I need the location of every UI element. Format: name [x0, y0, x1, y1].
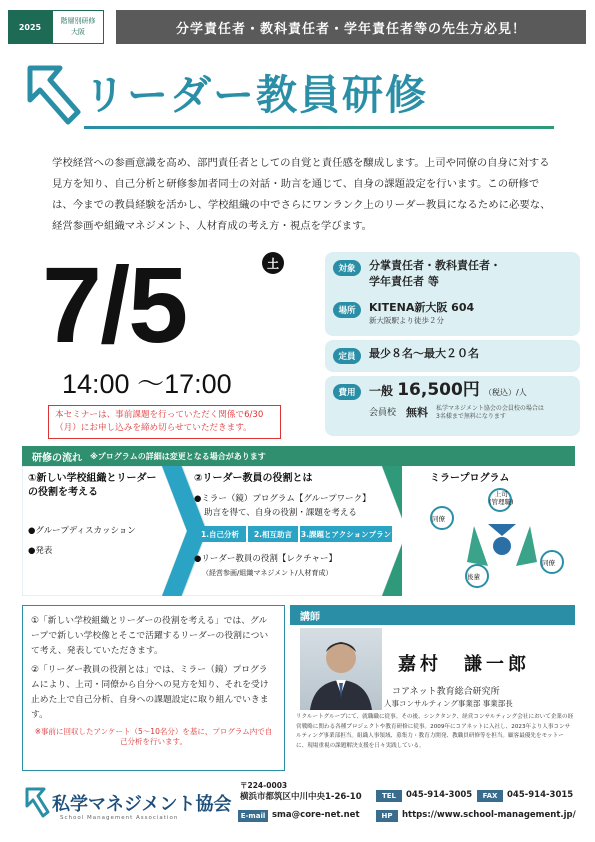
info-venue-value	[369, 300, 474, 326]
fee-member-memo: 私学マネジメント協会の会員校の場合は3名様まで無料になります	[436, 405, 544, 420]
event-date: 7/5	[42, 244, 187, 365]
venue-access: 新大阪駅より徒歩２分	[369, 316, 444, 325]
person-icon	[300, 628, 382, 710]
instructor-photo	[300, 628, 382, 710]
flow-header-title: 研修の流れ	[32, 452, 82, 464]
explain-step2: ②「リーダー教員の役割とは」では、ミラー（鏡）プログラムにより、上司・同僚から自分への見方を知り、それを受け止めた上で自己分析、自身への課題設定に取り組んでいきます。	[31, 665, 269, 720]
course-type-badge	[52, 10, 104, 44]
fee-tax-note: （税込）/人	[484, 388, 527, 397]
info-row-capacity	[325, 340, 580, 372]
chip-self-analysis: 1.自己分析	[194, 526, 246, 542]
title-block	[22, 60, 582, 140]
mirror-label-junior: 後輩	[467, 573, 480, 581]
fee-general-label: 一般	[369, 384, 394, 398]
center-person-icon	[493, 537, 511, 555]
weekday-badge: 土	[262, 252, 284, 274]
info-label-capacity: 定員	[333, 348, 361, 364]
intro-paragraph: 学校経営への参画意識を高め、部門責任者としての自覚と責任感を醸成します。上司や同僚の自身に対する見方を知り、自己分析と研修参加者同士の対話・助言を通じて、自身の課題設定を行います。この研修では、今までの教員経験を活かし、学校組織の中でさらにワンランク上のリーダー教員になるために必要な、経営参画や組織マネジメント、人材育成の考え方・視点を学びます。	[52, 157, 551, 232]
chip-action-plan: 3.課題とアクションプラン	[300, 526, 392, 542]
step2-item-mirror-sub: 助言を得て、自身の役割・課題を考える	[204, 508, 357, 518]
mirror-label-peer2: 同僚	[542, 559, 555, 567]
explain-note: ※事前に回収したアンケート（5～10名分）を基に、プログラム内で自己分析を行います。	[34, 727, 273, 746]
step2-item-lecture: ●リーダー教員の役割【レクチャー】	[194, 554, 337, 564]
info-row-fee	[325, 376, 580, 436]
mirror-label-peer: 同僚	[432, 515, 445, 523]
step2-item-mirror: ●ミラー（鏡）プログラム【グループワーク】	[194, 494, 371, 504]
email-label: E-mail	[238, 810, 268, 822]
venue-name: KITENA新大阪 604	[369, 301, 475, 314]
info-label-fee: 費用	[333, 384, 361, 400]
instructor-header	[290, 605, 575, 625]
info-row-venue	[325, 294, 580, 336]
explain-step1: ①「新しい学校組織とリーダーの役割を考える」では、グループで新しい学校像とそこで活躍するリーダーの役割について考え、発表していただきます。	[31, 616, 269, 656]
fee-general-line	[369, 382, 546, 401]
association-logo-icon	[24, 786, 50, 820]
chip-mutual-advice: 2.相互助言	[248, 526, 298, 542]
homepage-link[interactable]: https://www.school-management.jp/	[402, 810, 576, 820]
explain-box	[22, 605, 285, 771]
fee-member-free: 無料	[406, 406, 429, 419]
fax-number: 045-914-3015	[507, 790, 574, 800]
tel-label: TEL	[376, 790, 402, 802]
step3-title: ミラープログラム	[430, 473, 510, 484]
flow-area	[22, 466, 575, 596]
association-name: 私学マネジメント協会	[52, 794, 232, 815]
deadline-note: 本セミナーは、事前課題を行っていただく関係で6/30（月）にお申し込みを締め切らせていただきます。	[48, 405, 281, 439]
mirror-label-boss: 上司 (管理職)	[489, 490, 514, 506]
instructor-role: 人事コンサルティング事業部 事業部長	[384, 699, 513, 708]
association-name-en: School Management Association	[60, 815, 179, 821]
step1-item-discussion: ●グループディスカッション	[28, 526, 136, 536]
postal-code: 〒224-0003	[240, 781, 288, 790]
step1-item-presentation: ●発表	[28, 546, 53, 556]
flow-header	[22, 446, 575, 466]
instructor-name: 嘉村 謙一郎	[398, 654, 530, 675]
instructor-header-label: 講師	[300, 611, 320, 623]
fax-label: FAX	[477, 790, 503, 802]
fee-price: 16,500円	[397, 380, 480, 400]
info-label-target: 対象	[333, 260, 361, 276]
instructor-org: コアネット教育総合研究所	[392, 687, 500, 697]
address: 横浜市都筑区中川中央1-26-10	[240, 792, 362, 802]
year-badge: 2025	[8, 10, 52, 44]
step1-title: ①新しい学校組織とリーダーの役割を考える	[28, 473, 157, 498]
fee-member-label: 会員校	[369, 408, 397, 418]
event-time: 14:00 ～17:00	[62, 369, 232, 399]
info-fee-value	[369, 382, 546, 421]
fee-member-line	[369, 405, 546, 421]
course-type-line1: 階層別研修	[60, 17, 96, 25]
step2-title: ②リーダー教員の役割とは	[194, 473, 313, 484]
info-label-venue: 場所	[333, 302, 361, 318]
course-type-line2: 大阪	[71, 28, 85, 36]
flow-header-note: ※プログラムの詳細は変更となる場合があります	[90, 451, 266, 461]
info-target-value	[369, 258, 501, 290]
hp-label: HP	[376, 810, 398, 822]
arrow-logo-icon	[22, 60, 82, 134]
tel-number[interactable]: 045-914-3005	[406, 790, 473, 800]
title-underline	[84, 126, 554, 129]
info-capacity-value: 最少８名～最大２０名	[369, 347, 479, 360]
page-title: リーダー教員研修	[84, 71, 428, 119]
instructor-bio: リクルートグループにて、就職職に従事。その後、シンクタンク、経営コンサルティング会社において企業の経営戦略に関わる各種プロジェクトや教育研修に従事。2009年にコアネットに入社し、2023年より人事コンサルティング事業部担当。組織人事領域、募集力・教育力開発、教職員研修等を担当。顧客最優先をモットーに、現場重視の課題解決支援を日々実践している。	[296, 714, 574, 749]
target-audience-banner: 分学責任者・教科責任者・学年責任者等の先生方必見！	[116, 10, 586, 44]
step2-item-lecture-sub: （経営参画/組織マネジメント/人材育成）	[202, 569, 333, 577]
email-link[interactable]: sma@core-net.net	[272, 810, 360, 820]
target-line2: 学年責任者 等	[369, 275, 439, 288]
target-line1: 分掌責任者・教科責任者・	[369, 259, 501, 272]
